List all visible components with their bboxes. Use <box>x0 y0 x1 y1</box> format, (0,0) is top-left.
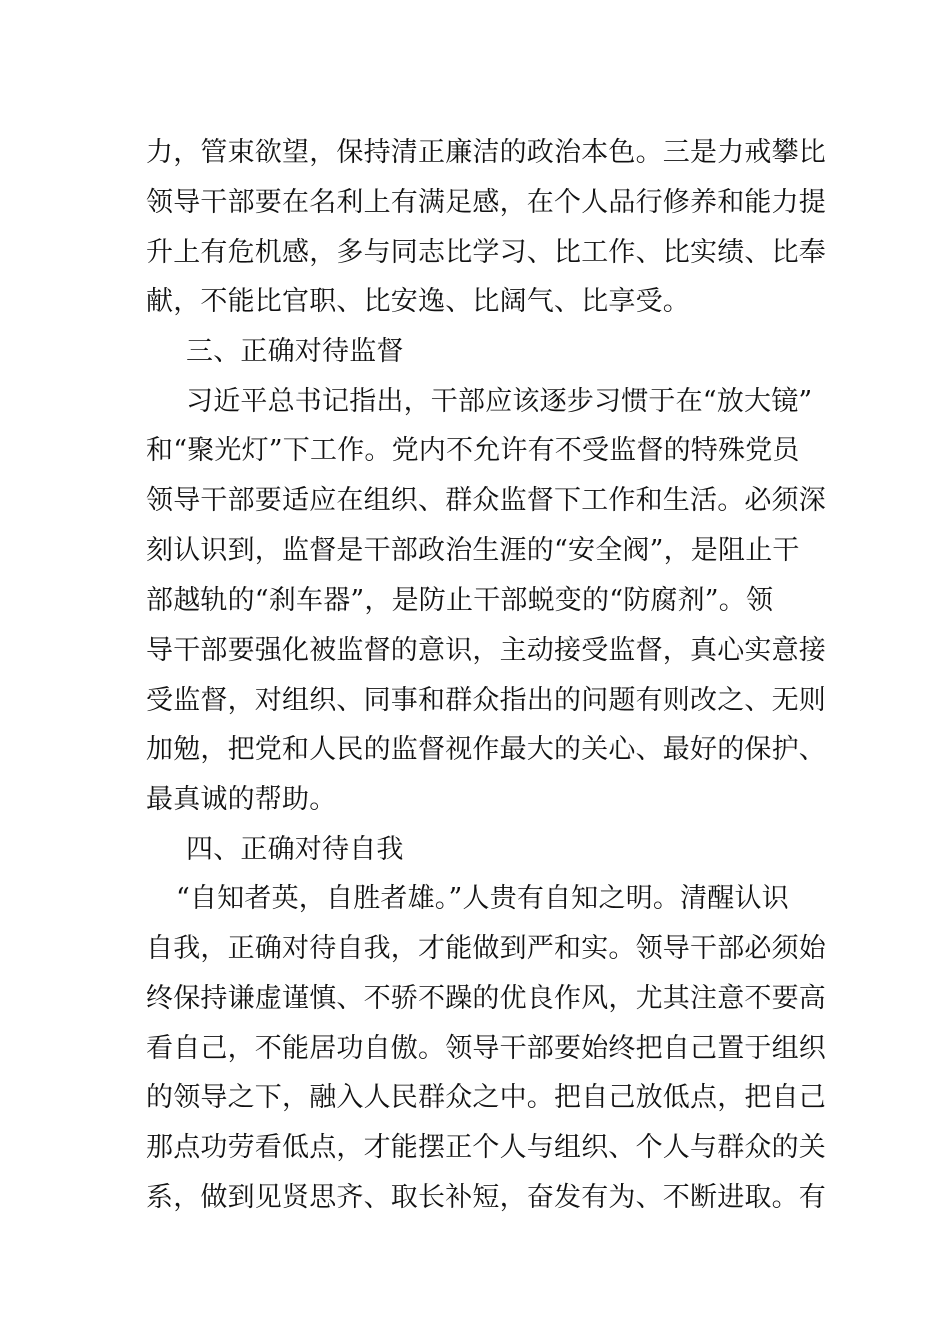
text-line: 受监督，对组织、同事和群众指出的问题有则改之、无则 <box>146 685 826 716</box>
text-line: 导干部要强化被监督的意识，主动接受监督，真心实意接 <box>146 635 826 666</box>
text-line: 自我，正确对待自我，才能做到严和实。领导干部必须始 <box>146 933 826 964</box>
text-line: 习近平总书记指出，干部应该逐步习惯于在“放大镜” <box>186 386 813 417</box>
text-line: 终保持谦虚谨慎、不骄不躁的优良作风，尤其注意不要高 <box>146 983 826 1014</box>
section-heading: 三、正确对待监督 <box>186 336 404 367</box>
text-line: 献，不能比官职、比安逸、比阔气、比享受。 <box>146 286 690 317</box>
text-line: 升上有危机感，多与同志比学习、比工作、比实绩、比奉 <box>146 237 826 268</box>
text-line: 看自己，不能居功自傲。领导干部要始终把自己置于组织 <box>146 1033 826 1064</box>
text-line: 的领导之下，融入人民群众之中。把自己放低点，把自己 <box>146 1082 826 1113</box>
text-line: 那点功劳看低点，才能摆正个人与组织、个人与群众的关 <box>146 1132 826 1163</box>
text-line: 加勉，把党和人民的监督视作最大的关心、最好的保护、 <box>146 734 826 765</box>
text-line: “自知者英，自胜者雄。”人贵有自知之明。清醒认识 <box>176 883 789 914</box>
text-line: 系，做到见贤思齐、取长补短，奋发有为、不断进取。有 <box>146 1182 826 1213</box>
text-line: 力，管束欲望，保持清正廉洁的政治本色。三是力戒攀比 <box>146 137 826 168</box>
text-line: 和“聚光灯”下工作。党内不允许有不受监督的特殊党员 <box>146 435 800 466</box>
text-line: 领导干部要适应在组织、群众监督下工作和生活。必须深 <box>146 485 826 516</box>
text-line: 领导干部要在名利上有满足感，在个人品行修养和能力提 <box>146 187 826 218</box>
section-heading: 四、正确对待自我 <box>186 834 404 865</box>
text-line: 刻认识到，监督是干部政治生涯的“安全阀”，是阻止干 <box>146 535 800 566</box>
text-line: 部越轨的“刹车器”，是防止干部蜕变的“防腐剂”。领 <box>146 585 774 616</box>
text-line: 最真诚的帮助。 <box>146 784 337 815</box>
